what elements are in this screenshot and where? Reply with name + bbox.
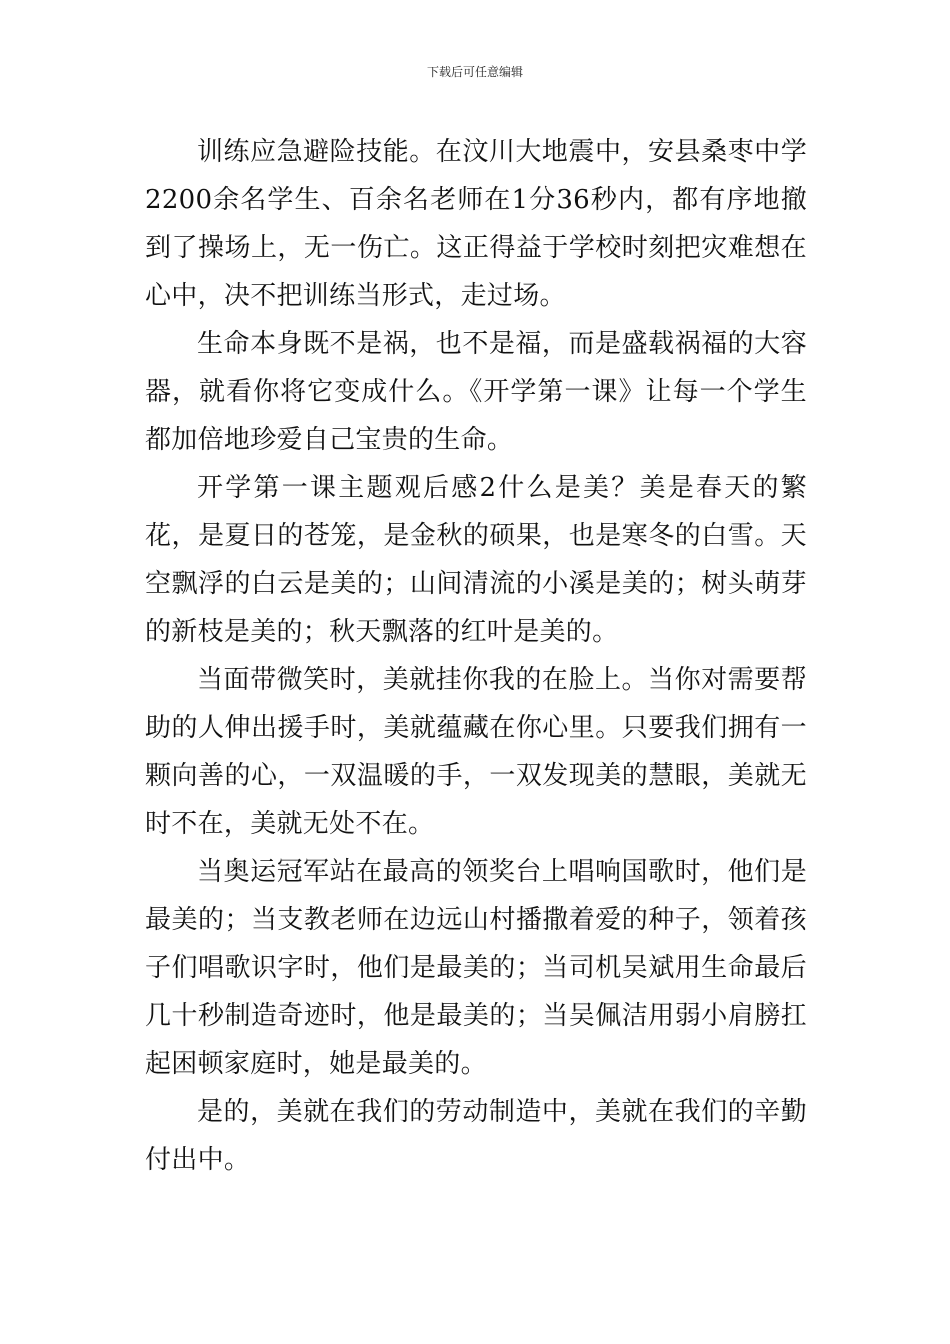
paragraph-beauty-in-kindness: 当面带微笑时，美就挂你我的在脸上。当你对需要帮助的人伸出援手时，美就蕴藏在你心里。只要我们拥有一颗向善的心，一双温暖的手，一双发现美的慧眼，美就无时不在，美就无处不在。: [145, 665, 807, 839]
document-body: [145, 128, 807, 1184]
paragraph-most-beautiful-people: 当奥运冠军站在最高的领奖台上唱响国歌时，他们是最美的；当支教老师在边远山村播撒着爱的种子，领着孩子们唱歌识字时，他们是最美的；当司机吴斌用生命最后几十秒制造奇迹时，他是最美的；当吴佩洁用弱小肩膀扛起困顿家庭时，她是最美的。: [145, 857, 807, 1079]
paragraph-emergency-drill: 训练应急避险技能。在汶川大地震中，安县桑枣中学2200余名学生、百余名老师在1分36秒内，都有序地撤到了操场上，无一伤亡。这正得益于学校时刻把灾难想在心中，决不把训练当形式，走过场。: [145, 137, 807, 311]
page-header-note: 下载后可任意编辑: [426, 65, 523, 79]
paragraph-what-is-beauty: 开学第一课主题观后感2什么是美？美是春天的繁花，是夏日的苍笼，是金秋的硕果，也是寒冬的白雪。天空飘浮的白云是美的；山间清流的小溪是美的；树头萌芽的新枝是美的；秋天飘落的红叶是美的。: [145, 473, 807, 647]
paragraph-beauty-in-labor: 是的，美就在我们的劳动制造中，美就在我们的辛勤付出中。: [145, 1097, 807, 1175]
paragraph-value-of-life: 生命本身既不是祸，也不是福，而是盛载祸福的大容器，就看你将它变成什么。《开学第一课》让每一个学生都加倍地珍爱自己宝贵的生命。: [145, 329, 807, 455]
